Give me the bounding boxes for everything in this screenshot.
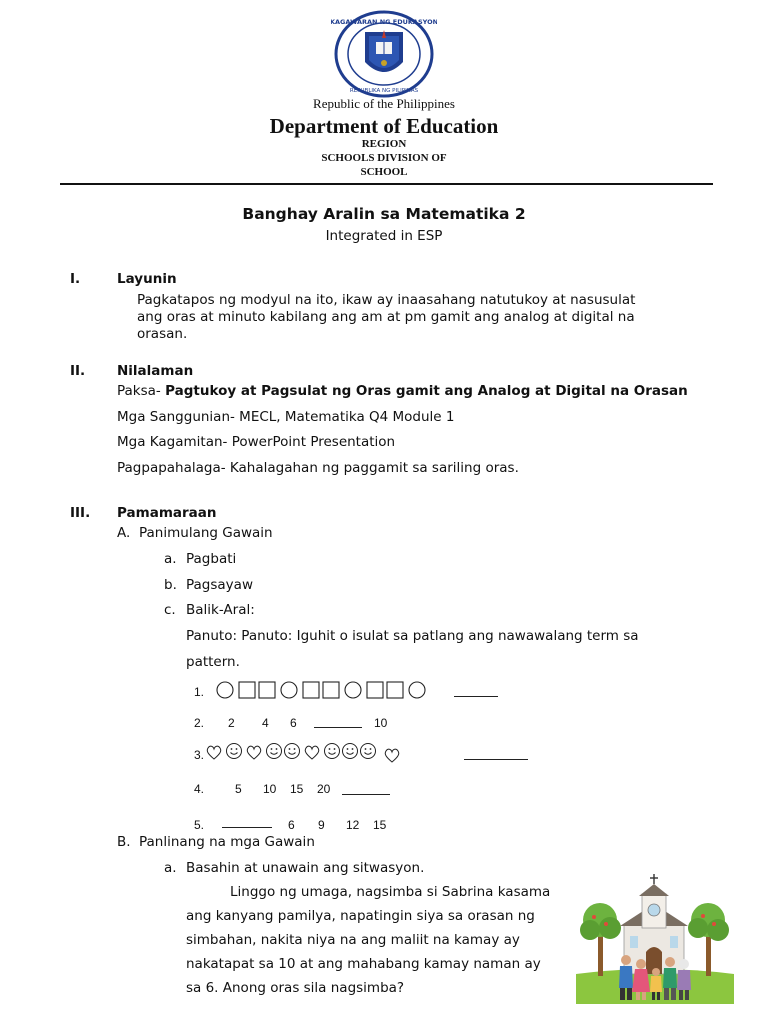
- section-heading: Nilalaman: [117, 363, 194, 379]
- subsection-title: Panimulang Gawain: [139, 525, 273, 541]
- answer-blank[interactable]: [314, 717, 362, 728]
- section-heading: Layunin: [117, 271, 177, 287]
- kagamitan-line: Mga Kagamitan- PowerPoint Presentation: [117, 434, 396, 450]
- list-letter: c.: [164, 602, 176, 618]
- section-number: I.: [70, 271, 81, 287]
- division-line: SCHOOLS DIVISION OF: [321, 152, 447, 164]
- document-title: Banghay Aralin sa Matematika 2: [242, 205, 526, 223]
- answer-blank[interactable]: [464, 749, 528, 760]
- subsection-letter: A.: [117, 525, 131, 541]
- list-letter: a.: [164, 551, 177, 567]
- subsection-letter: B.: [117, 834, 131, 850]
- pattern-value: 15: [290, 782, 304, 796]
- body-text: orasan.: [137, 326, 188, 342]
- paksa-line: [117, 383, 688, 399]
- pattern-row-number: 5.: [194, 818, 205, 832]
- pattern-value: 2: [228, 716, 235, 730]
- sanggunian-line: Mga Sanggunian- MECL, Matematika Q4 Module 1: [117, 409, 455, 425]
- subsection-title: Panlinang na mga Gawain: [139, 834, 315, 850]
- pattern-value: 10: [263, 782, 277, 796]
- pattern-value: 4: [262, 716, 269, 730]
- region-line: REGION: [361, 138, 407, 150]
- pattern-row-number: 2.: [194, 716, 205, 730]
- answer-blank[interactable]: [342, 784, 390, 795]
- list-letter: b.: [164, 577, 177, 593]
- deped-seal: [331, 10, 437, 98]
- answer-blank[interactable]: [454, 686, 498, 697]
- panuto-text: pattern.: [186, 654, 240, 670]
- pattern-value: 10: [374, 716, 388, 730]
- pattern-value: 12: [346, 818, 360, 832]
- paksa-label: Paksa-: [117, 383, 166, 399]
- list-item: Pagsayaw: [186, 577, 253, 593]
- pattern-row-number: 4.: [194, 782, 205, 796]
- pattern-value: 6: [288, 818, 295, 832]
- republic-line: Republic of the Philippines: [313, 96, 455, 111]
- list-item: Balik-Aral:: [186, 602, 255, 618]
- svg-text:KAGAWARAN NG EDUKASYON: KAGAWARAN NG EDUKASYON: [331, 18, 437, 26]
- story-text: Linggo ng umaga, nagsimba si Sabrina kasama: [230, 884, 551, 900]
- section-number: II.: [70, 363, 86, 379]
- church-family-illustration: [576, 872, 734, 1004]
- header-divider: [60, 183, 713, 185]
- list-letter: a.: [164, 860, 177, 876]
- pattern-row-number: 3.: [194, 748, 205, 762]
- shape-pattern: [216, 680, 446, 702]
- story-text: simbahan, nakita niya na ang maliit na kamay ay: [186, 932, 520, 948]
- answer-blank[interactable]: [222, 817, 272, 828]
- list-item: Pagbati: [186, 551, 237, 567]
- story-text: ang kanyang pamilya, napatingin siya sa orasan ng: [186, 908, 535, 924]
- story-text: nakatapat sa 10 at ang mahabang kamay naman ay: [186, 956, 541, 972]
- pattern-value: 9: [318, 818, 325, 832]
- pattern-value: 5: [235, 782, 242, 796]
- panuto-text: Panuto: Panuto: Iguhit o isulat sa patlang ang nawawalang term sa: [186, 628, 639, 644]
- list-item: Basahin at unawain ang sitwasyon.: [186, 860, 425, 876]
- pattern-value: 20: [317, 782, 331, 796]
- department-name: Department of Education: [269, 114, 499, 138]
- heart-smiley-pattern: [206, 740, 466, 766]
- body-text: Pagkatapos ng modyul na ito, ikaw ay inaasahang natutukoy at nasusulat: [137, 292, 636, 308]
- story-text: sa 6. Anong oras sila nagsimba?: [186, 980, 405, 996]
- paksa-value: Pagtukoy at Pagsulat ng Oras gamit ang Analog at Digital na Orasan: [165, 383, 688, 399]
- body-text: ang oras at minuto kabilang ang am at pm gamit ang analog at digital na: [137, 309, 635, 325]
- pattern-exercise: [182, 678, 542, 830]
- section-heading: Pamamaraan: [117, 505, 217, 521]
- pattern-value: 15: [373, 818, 387, 832]
- document-subtitle: Integrated in ESP: [325, 228, 443, 244]
- pattern-value: 6: [290, 716, 297, 730]
- pagpapahalaga-line: Pagpapahalaga- Kahalagahan ng paggamit sa sariling oras.: [117, 460, 519, 476]
- section-number: III.: [70, 505, 91, 521]
- svg-text:REPUBLIKA NG PILIPINAS: REPUBLIKA NG PILIPINAS: [349, 88, 419, 94]
- school-line: SCHOOL: [360, 166, 408, 178]
- pattern-row-number: 1.: [194, 685, 205, 699]
